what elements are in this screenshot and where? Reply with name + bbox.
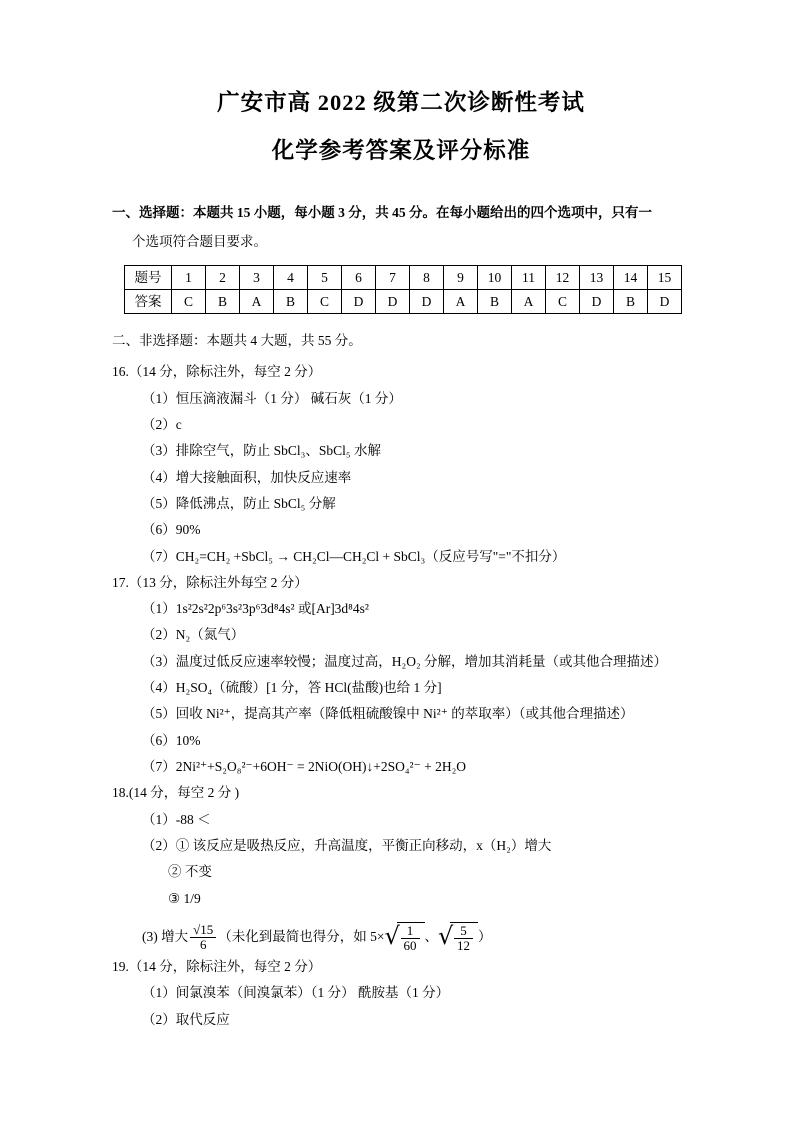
page-title-line2: 化学参考答案及评分标准 [271,138,531,164]
fraction-5-over-12: √ $\frac{5}{12}$ [454,924,473,952]
table-cell: 13 [580,265,614,289]
q18-line-1: （1）-88 ＜ [142,811,211,827]
question-18 [112,780,690,952]
page-title-line1: 广安市高 2022 级第二次诊断性考试 [217,90,585,115]
fraction-denominator: 6 [199,936,207,952]
table-cell: 14 [614,265,648,289]
table-cell: A [240,289,274,313]
q16-line: （6）90% [142,522,201,538]
table-cell: C [308,289,342,313]
q18-head: 18.(14 分，每空 2 分 ) [112,785,240,801]
answer-key-table [124,265,682,314]
q18-line3-tail2: ） [478,928,492,944]
q18-line-2b: ② 不变 [168,864,212,880]
q18-line-3 [112,922,690,952]
table-cell: C [172,289,206,313]
table-cell: A [444,289,478,313]
table-cell: 15 [648,265,682,289]
table-cell: 12 [546,265,580,289]
table-cell: 10 [478,265,512,289]
table-cell: 3 [240,265,274,289]
q17-line: （4）H₂SO₄（硫酸）[1 分，答 HCl(盐酸)也给 1 分] [142,680,442,696]
row-label-number: 题号 [125,265,172,289]
table-row-answers [125,289,682,313]
q16-line: （1）恒压滴液漏斗（1 分） 碱石灰（1 分） [142,390,402,406]
table-cell: 4 [274,265,308,289]
sqrt-five-twelfths [438,922,478,952]
question-17 [112,570,690,781]
table-cell: 8 [410,265,444,289]
section1-heading-body: 本题共 15 小题，每小题 3 分，共 45 分。在每小题给出的四个选项中，只有一 [193,204,652,220]
q17-head: 17.（13 分，除标注外每空 2 分） [112,574,308,590]
row-label-answer: 答案 [125,289,172,313]
table-cell: 9 [444,265,478,289]
section2-label: 二、非选择题： [112,332,207,348]
q19-head: 19.（14 分，除标注外，每空 2 分） [112,959,322,975]
table-cell: 7 [376,265,410,289]
q16-line: （3）排除空气，防止 SbCl₃、SbCl₅ 水解 [142,443,381,459]
table-cell: D [342,289,376,313]
fraction-sqrt15-over-6 [190,923,216,951]
table-cell: D [410,289,444,313]
sqrt-one-sixtieth [385,922,425,952]
table-cell: B [614,289,648,313]
table-cell: 11 [512,265,546,289]
q17-line: （7）2Ni²⁺+S₂O₈²⁻+6OH⁻ = 2NiO(OH)↓+2SO₄²⁻ + 2H₂O [142,759,467,775]
table-row-numbers [125,265,682,289]
fraction-1-over-60: √ $\frac{1}{60}$ [401,924,420,952]
q16-line: （5）降低沸点，防止 SbCl₅ 分解 [142,495,336,511]
q17-line: （2）N₂（氮气） [142,627,245,643]
table-cell: 2 [206,265,240,289]
q18-line3-tail1: （未化到最简也得分，如 5× [218,928,385,944]
section1-heading-cont: 个选项符合题目要求。 [132,233,267,249]
q18-line-2a: （2）① 该反应是吸热反应，升高温度，平衡正向移动，x（H₂）增大 [142,837,552,853]
table-cell: B [478,289,512,313]
question-16 [112,359,690,570]
q16-line: （7）CH₂=CH₂ +SbCl₅ → CH₂Cl—CH₂Cl + SbCl₃（反应号写"="不扣分） [142,548,566,564]
q19-line: （2）取代反应 [142,1011,230,1027]
table-cell: A [512,289,546,313]
q17-line: （3）温度过低反应速率较慢；温度过高，H₂O₂ 分解，增加其消耗量（或其他合理描述） [142,653,668,669]
question-19 [112,954,690,1033]
q17-line: （6）10% [142,732,201,748]
table-cell: D [648,289,682,313]
q16-line: （2）c [142,416,182,432]
table-cell: B [206,289,240,313]
section2-heading [112,328,690,354]
q19-line: （1）间氯溴苯（间溴氯苯）（1 分） 酰胺基（1 分） [142,985,450,1001]
table-cell: 6 [342,265,376,289]
q18-line-2c: ③ 1/9 [168,890,201,906]
table-cell: 1 [172,265,206,289]
q18-line3-mid: 、 [424,928,439,944]
q17-line: （5）回收 Ni²⁺，提高其产率（降低粗硫酸镍中 Ni²⁺ 的萃取率）（或其他合理描述） [142,706,634,722]
q18-line3-prefix: (3) 增大 [142,928,189,944]
section1-heading [112,201,690,226]
section2-heading-body: 本题共 4 大题，共 55 分。 [206,332,362,348]
q17-line: （1）1s²2s²2p⁶3s²3p⁶3d⁸4s² 或[Ar]3d⁸4s² [142,601,369,617]
table-cell: B [274,289,308,313]
fraction-numerator: √15 [190,923,216,938]
table-cell: D [376,289,410,313]
q16-line: （4）增大接触面积，加快反应速率 [142,469,352,485]
table-cell: C [546,289,580,313]
table-cell: D [580,289,614,313]
table-cell: 5 [308,265,342,289]
section1-label: 一、选择题： [112,204,193,220]
q16-head: 16.（14 分，除标注外，每空 2 分） [112,364,322,380]
